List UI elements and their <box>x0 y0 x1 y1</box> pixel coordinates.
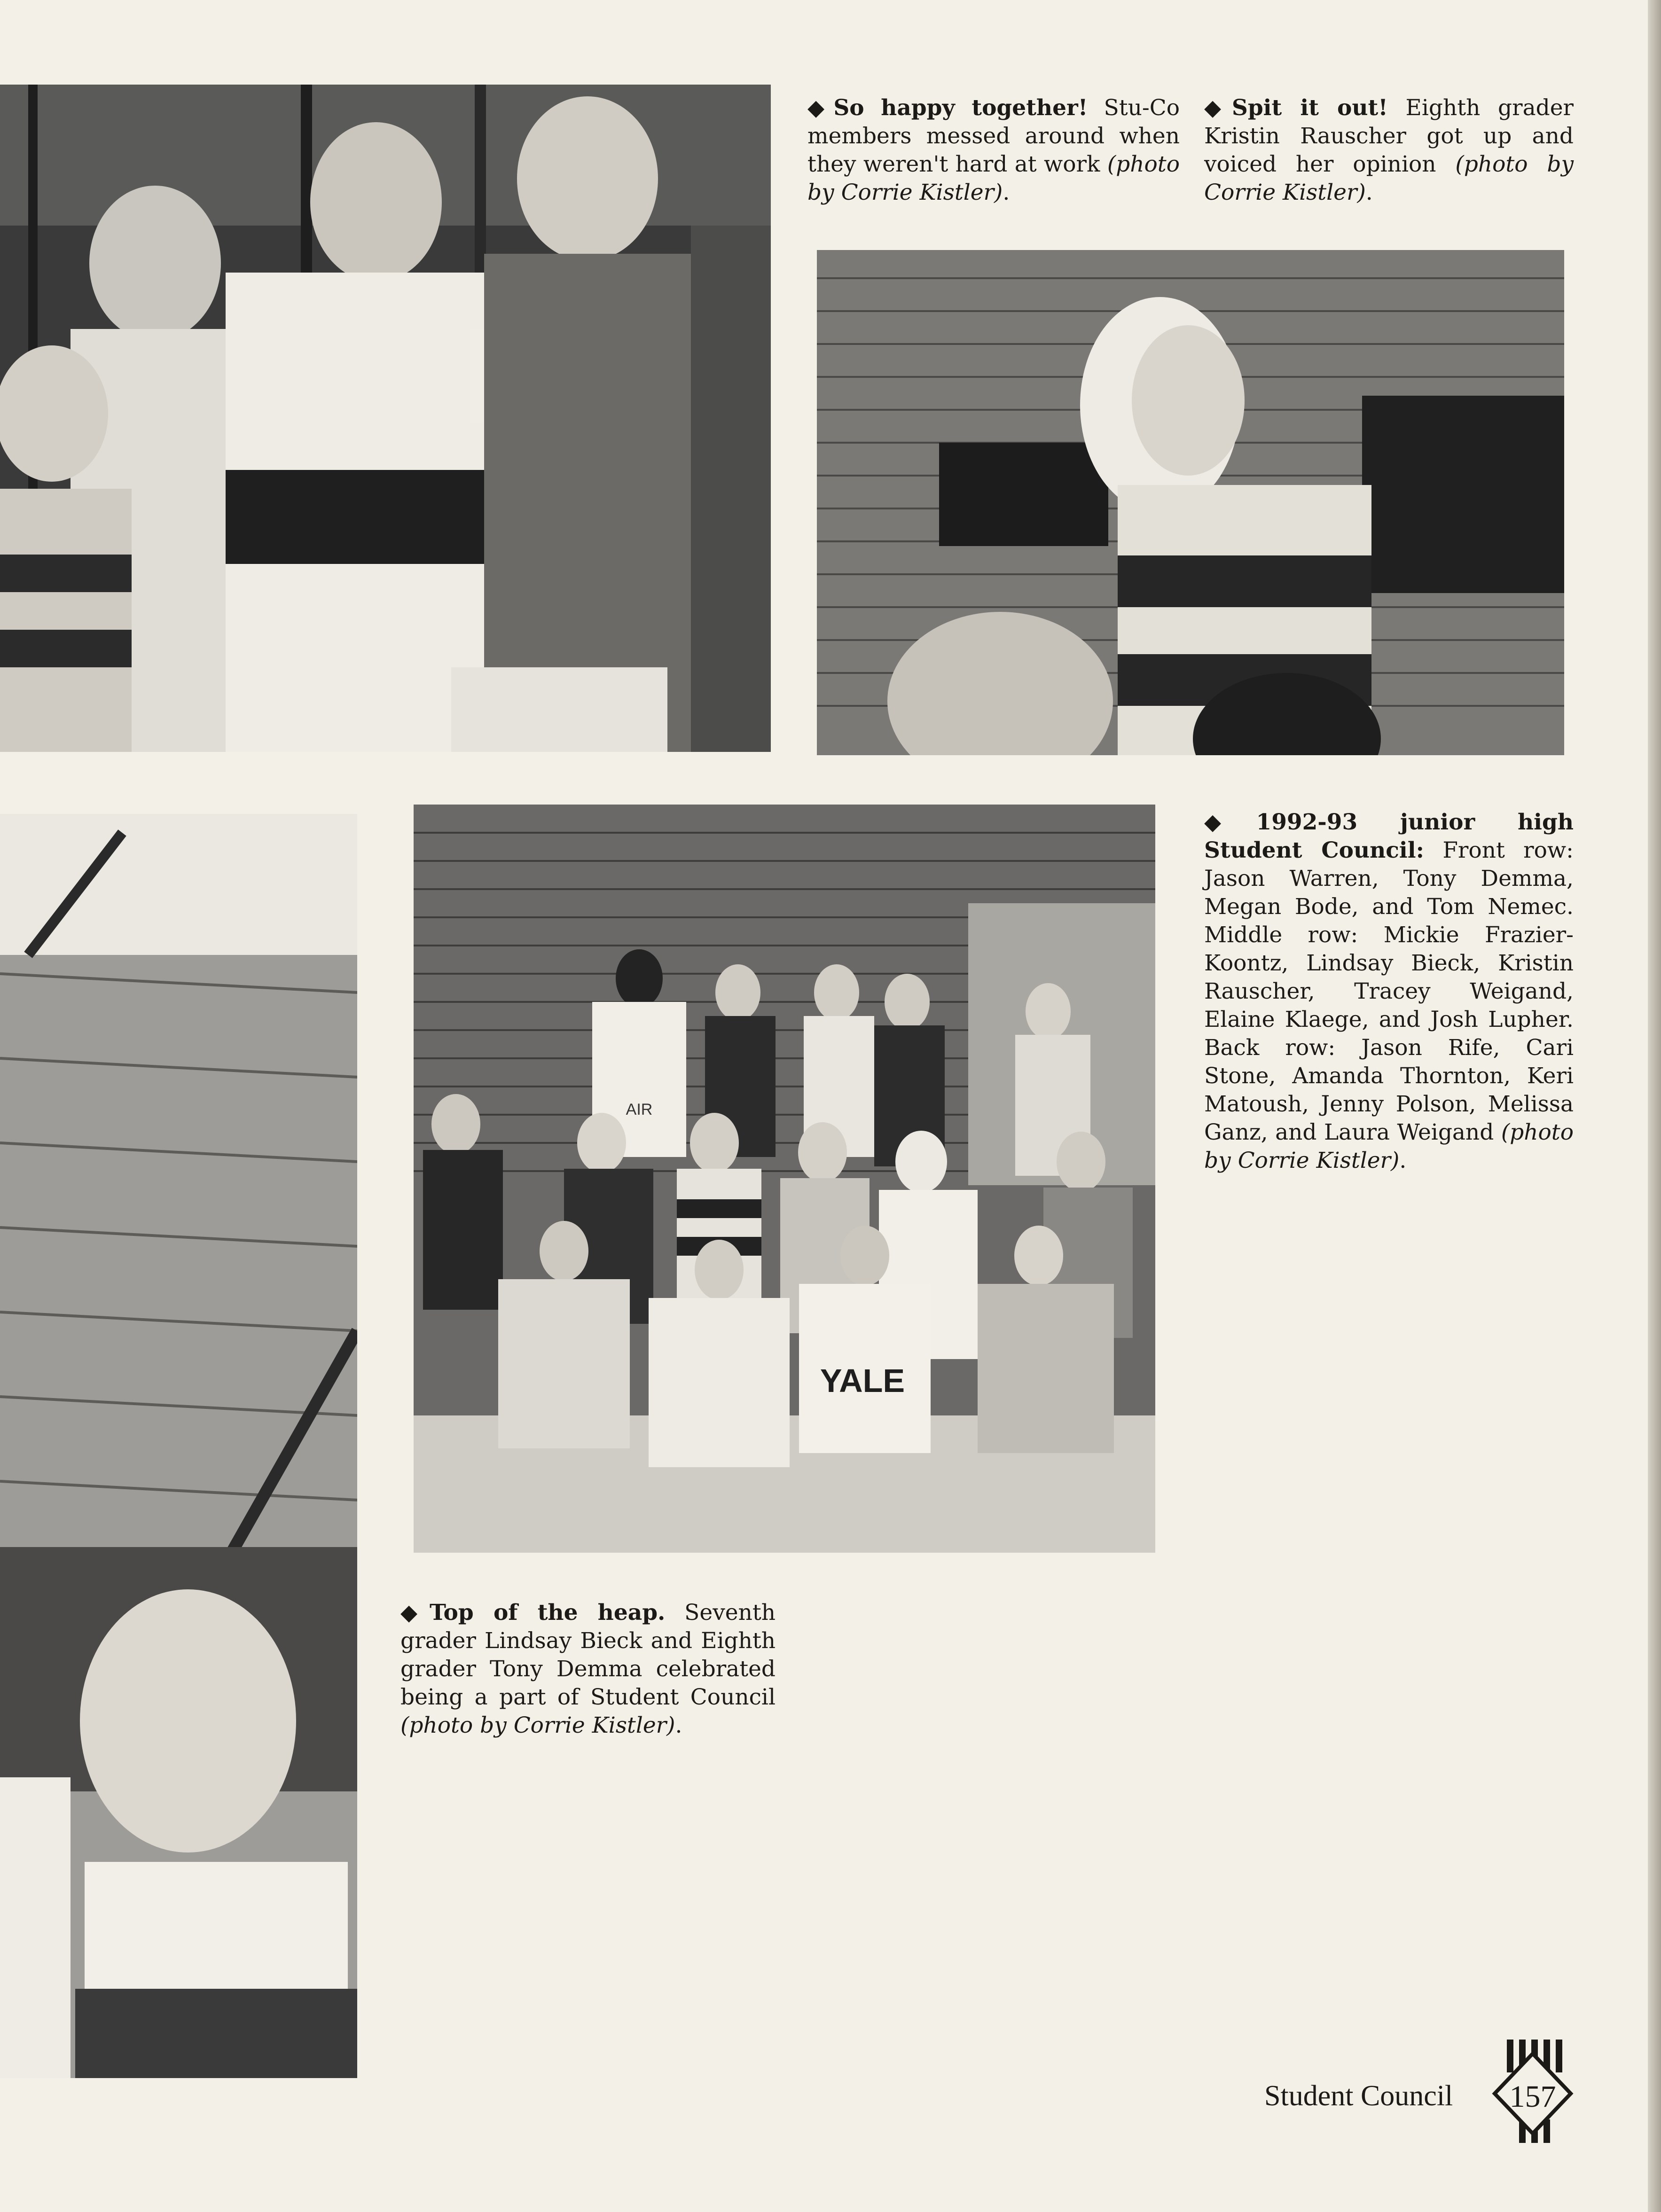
photo-stuco-members <box>0 85 771 752</box>
photo-kristin-rauscher <box>817 250 1564 755</box>
photo-top-of-heap <box>0 814 357 2078</box>
page-edge <box>1648 0 1661 2212</box>
caption-top-of-heap <box>400 1599 776 1740</box>
caption-lead: ◆Spit it out! <box>1204 95 1388 121</box>
yale-sweatshirt-text: YALE <box>820 1362 905 1399</box>
caption-body: Front row: Jason Warren, Tony Demma, Megan Bode, and Tom Nemec. Middle row: Mickie Frazier-Koontz, Lindsay Bieck, Kristin Rauscher, Tracey Weigand, Elaine Klaege, and Josh Lupher. Back row: Jason Rife, Cari Stone, Amanda Thornton, Keri Matoush, Jenny Polson, Melissa Ganz, and Laura Weigand <box>1204 837 1574 1145</box>
photo-council-group <box>414 805 1155 1553</box>
caption-tail: . <box>1365 180 1373 205</box>
caption-lead: ◆Top of the heap. <box>400 1600 666 1626</box>
caption-tail: . <box>1399 1148 1407 1173</box>
caption-spit-it-out <box>1204 94 1574 207</box>
caption-lead: ◆So happy together! <box>807 95 1088 121</box>
caption-tail: . <box>1003 180 1010 205</box>
caption-happy-together <box>807 94 1180 207</box>
air-shirt-text: AIR <box>626 1101 653 1118</box>
caption-tail: . <box>675 1712 682 1738</box>
photo-credit: (photo by Corrie Kistler) <box>1204 1119 1574 1173</box>
photo-credit: (photo by Corrie Kistler) <box>400 1712 675 1738</box>
section-footer-label: Student Council <box>1264 2080 1453 2112</box>
caption-lead: ◆1992-93 junior high Student Council: <box>1204 809 1574 863</box>
photo-credit: (photo by Corrie Kistler) <box>1204 151 1574 205</box>
caption-body: Stu-Co members messed around when they weren't hard at work <box>807 95 1180 177</box>
photo-credit: (photo by Corrie Kistler) <box>807 151 1180 205</box>
caption-body: Seventh grader Lindsay Bieck and Eighth grader Tony Demma celebrated being a part of Student Council <box>400 1600 776 1710</box>
page-number: 157 <box>1509 2079 1556 2114</box>
caption-council-group <box>1204 808 1574 1175</box>
caption-body: Eighth grader Kristin Rauscher got up and voiced her opinion <box>1204 95 1574 177</box>
